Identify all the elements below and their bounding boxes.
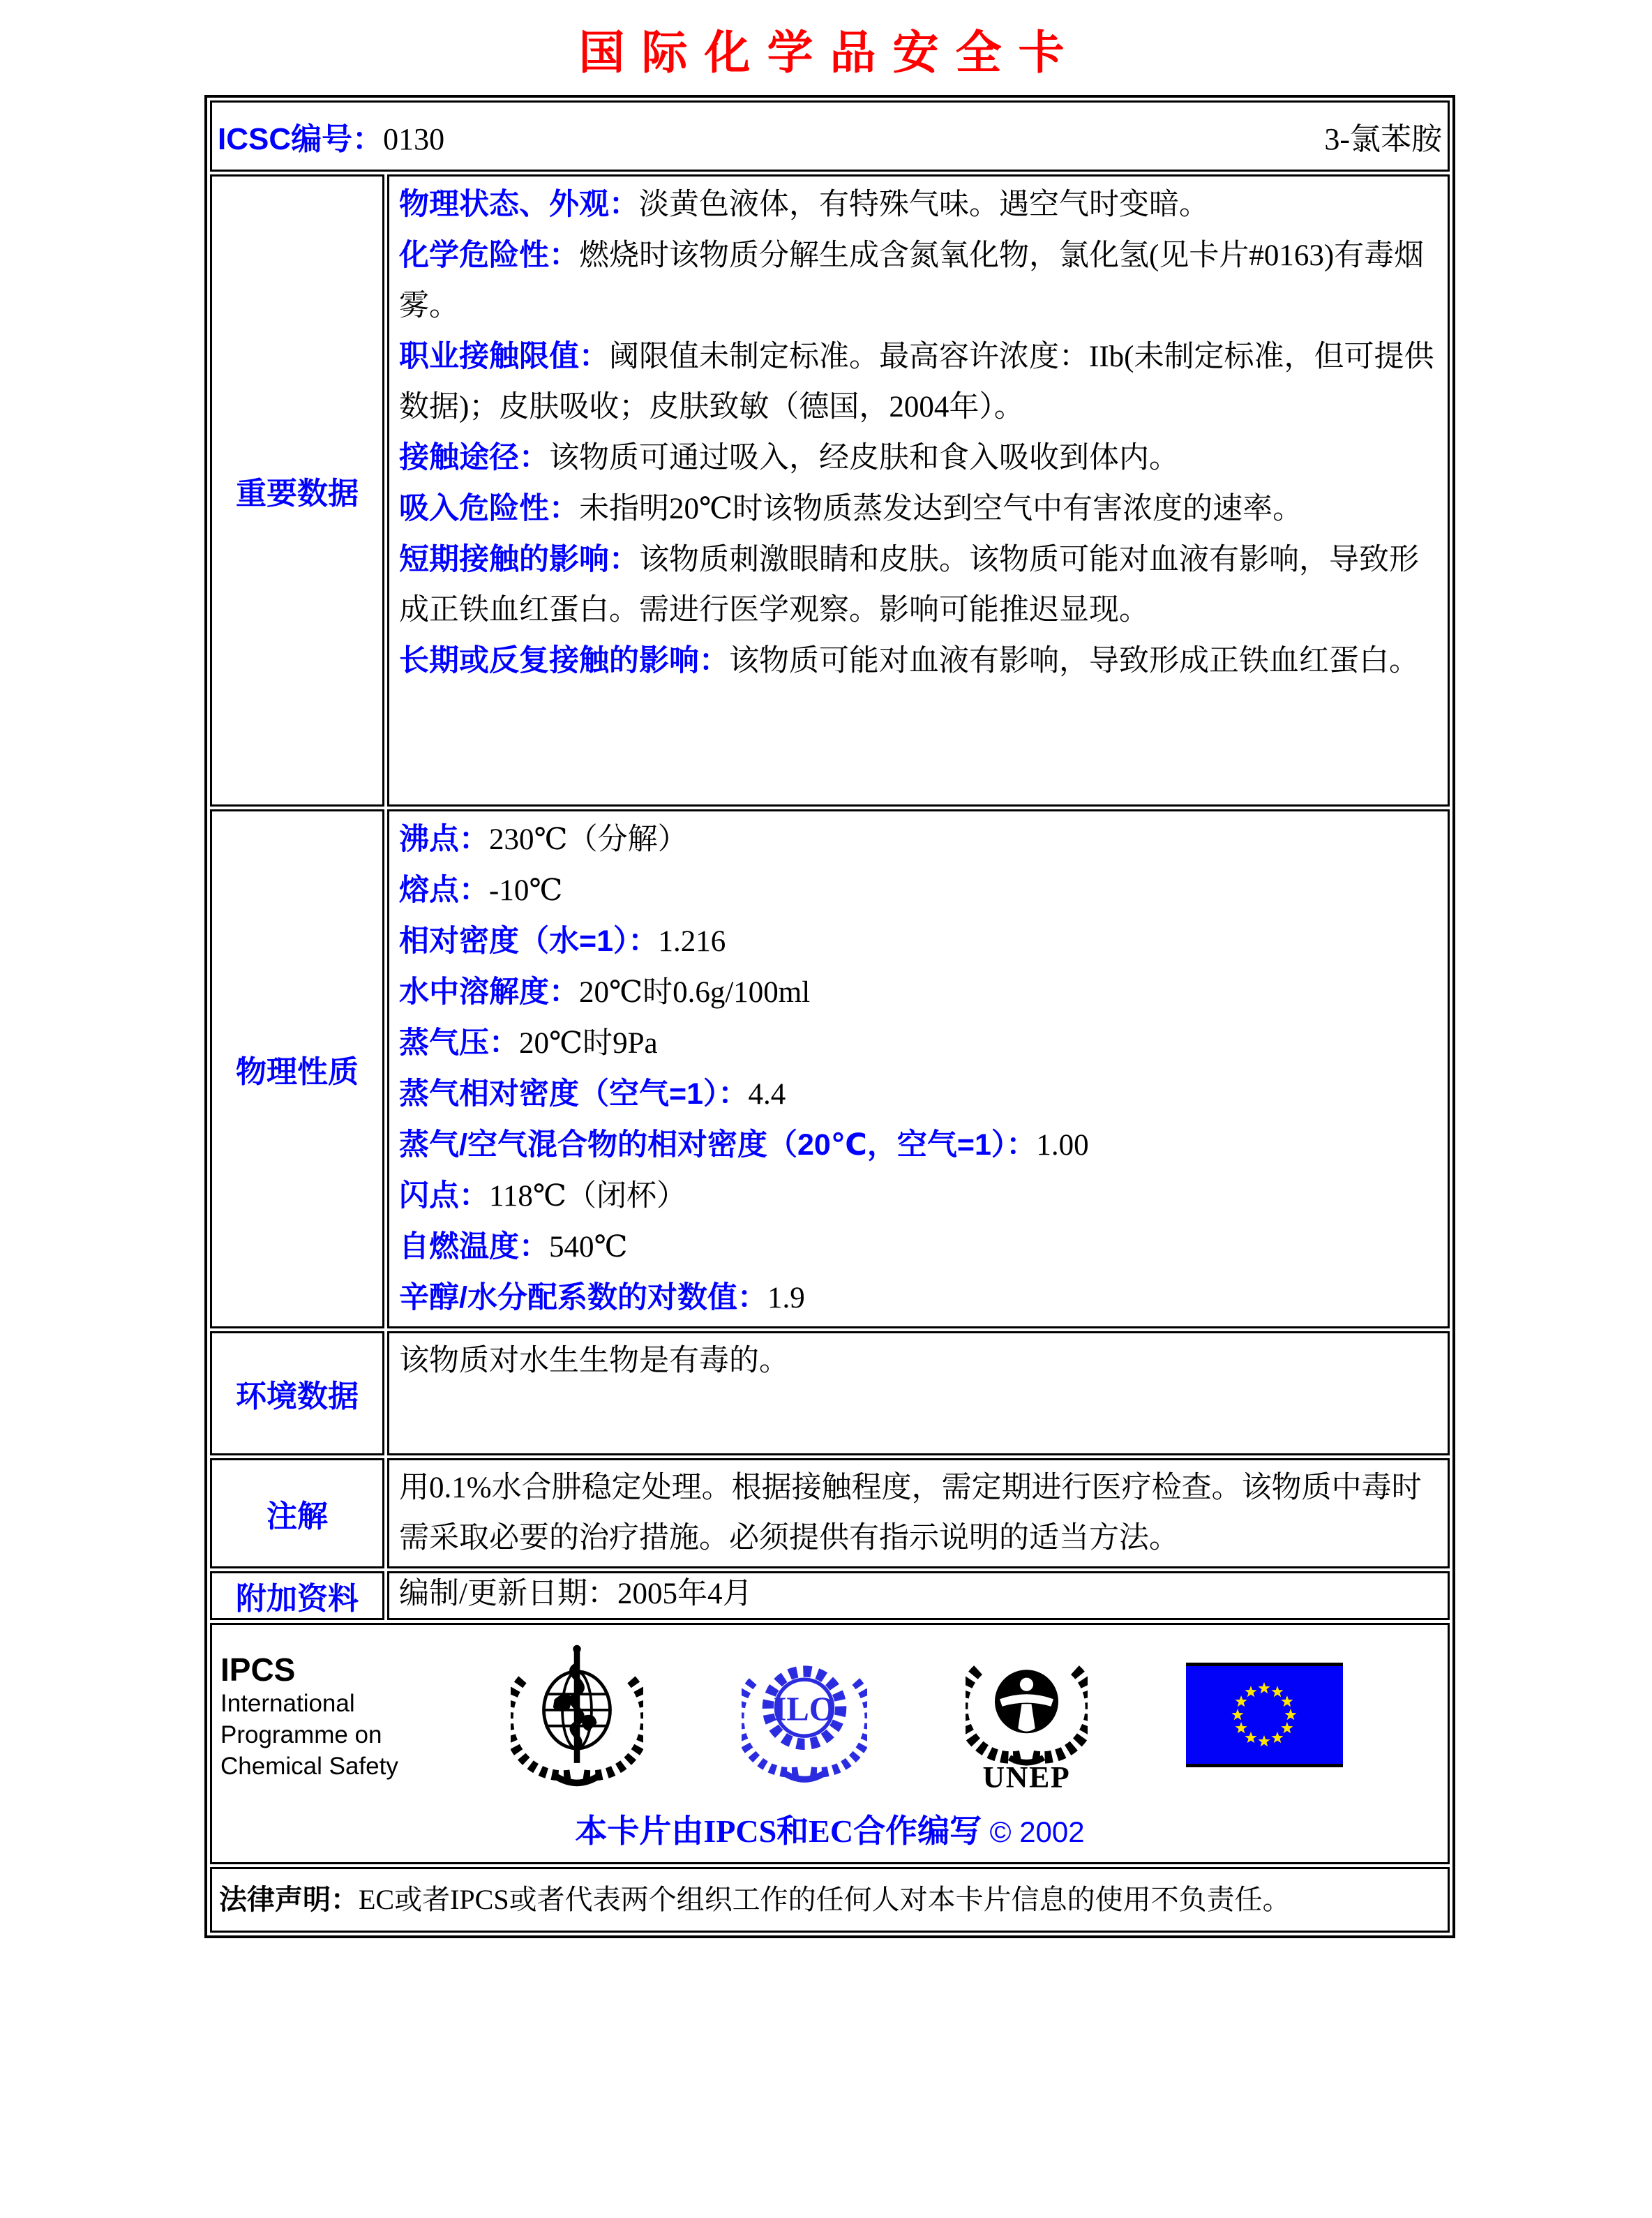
field-value: 1.216 — [658, 925, 726, 958]
field-label: 物理状态、外观： — [399, 188, 639, 221]
field-label: 辛醇/水分配系数的对数值： — [399, 1281, 767, 1314]
field-label: 水中溶解度： — [399, 975, 579, 1009]
field-flash-point — [399, 1171, 1438, 1222]
header-cell — [210, 100, 1450, 172]
field-value: 20℃时9Pa — [519, 1027, 658, 1060]
field-value: 未指明20℃时该物质蒸发达到空气中有害浓度的速率。 — [579, 493, 1303, 525]
field-chemical-danger — [399, 230, 1438, 331]
field-vapor-air-density — [399, 1120, 1438, 1171]
header-row — [210, 100, 1450, 172]
field-boiling-point — [399, 814, 1438, 865]
field-value: 该物质可能对血液有影响，导致形成正铁血红蛋白。 — [729, 645, 1419, 677]
field-value: 4.4 — [748, 1078, 786, 1111]
field-exposure-route — [399, 433, 1438, 484]
additional-info-content — [387, 1571, 1450, 1620]
field-octanol-water — [399, 1273, 1438, 1324]
important-data-row-label: 重要数据 — [210, 174, 384, 807]
icsc-card-table — [204, 95, 1455, 1938]
field-value: 230℃（分解） — [489, 823, 688, 856]
field-label: 自燃温度： — [399, 1230, 549, 1264]
notes-row-label: 注解 — [210, 1458, 384, 1568]
important-data-content — [387, 174, 1450, 807]
additional-info-row — [210, 1571, 1450, 1620]
cooperation-caption — [212, 1806, 1448, 1852]
field-value: 20℃时0.6g/100ml — [579, 976, 811, 1009]
field-relative-density — [399, 916, 1438, 967]
field-label: 化学危险性： — [399, 239, 579, 272]
field-value: -10℃ — [489, 874, 563, 907]
eu-flag-icon — [1186, 1663, 1343, 1771]
copyright-text: © 2002 — [989, 1815, 1085, 1848]
additional-info-text: 编制/更新日期：2005年4月 — [399, 1578, 753, 1610]
field-autoignition-temp — [399, 1222, 1438, 1273]
field-label: 闪点： — [399, 1179, 489, 1213]
field-label: 吸入危险性： — [399, 492, 579, 525]
logos-cell — [210, 1623, 1450, 1864]
caption-text: 本卡片由IPCS和EC合作编写 — [575, 1813, 982, 1849]
field-label: 长期或反复接触的影响： — [399, 644, 729, 677]
page-title: 国际化学品安全卡 — [578, 27, 1081, 78]
field-value: 阈限值未制定标准。最高容许浓度：IIb(未制定标准，但可提供数据)；皮肤吸收；皮肤致敏（德国，2004年）。 — [399, 340, 1434, 424]
legal-text: EC或者IPCS或者代表两个组织工作的任何人对本卡片信息的使用不负责任。 — [359, 1884, 1291, 1915]
field-label: 蒸气相对密度（空气=1）： — [399, 1077, 749, 1111]
icsc-number-label: ICSC编号： — [218, 122, 384, 156]
field-value: 该物质刺激眼睛和皮肤。该物质可能对血液有影响，导致形成正铁血红蛋白。需进行医学观察。影响可能推迟显现。 — [399, 544, 1419, 627]
field-short-term-effects — [399, 534, 1438, 636]
physical-properties-row — [210, 809, 1450, 1328]
icsc-number-value: 0130 — [383, 122, 445, 156]
ipcs-title: IPCS — [220, 1651, 296, 1688]
field-label: 熔点： — [399, 874, 489, 907]
physical-properties-content — [387, 809, 1450, 1328]
who-logo-icon — [511, 1640, 643, 1794]
legal-label: 法律声明： — [219, 1884, 359, 1915]
field-label: 蒸气压： — [399, 1026, 519, 1060]
field-water-solubility — [399, 967, 1438, 1018]
field-value: 1.9 — [767, 1282, 805, 1314]
legal-row — [210, 1867, 1450, 1933]
field-value: 该物质可通过吸入，经皮肤和食入吸收到体内。 — [549, 442, 1179, 474]
field-value: 淡黄色液体，有特殊气味。遇空气时变暗。 — [639, 188, 1209, 221]
legal-cell — [210, 1867, 1450, 1933]
field-value: 燃烧时该物质分解生成含氮氧化物，氯化氢(见卡片#0163)有毒烟雾。 — [399, 239, 1425, 322]
ipcs-line-2: Programme on — [220, 1721, 382, 1748]
field-physical-state — [399, 179, 1438, 230]
unep-logo-icon — [966, 1635, 1088, 1799]
notes-text: 用0.1%水合肼稳定处理。根据接触程度，需定期进行医疗检查。该物质中毒时需采取必要的治疗措施。必须提供有指示说明的适当方法。 — [399, 1471, 1422, 1554]
ipcs-line-3: Chemical Safety — [220, 1753, 398, 1780]
important-data-row — [210, 174, 1450, 807]
environmental-data-row — [210, 1331, 1450, 1455]
field-value: 1.00 — [1036, 1129, 1089, 1162]
ilo-text: ILO — [773, 1690, 836, 1728]
field-melting-point — [399, 865, 1438, 916]
field-label: 职业接触限值： — [399, 340, 609, 373]
field-label: 短期接触的影响： — [399, 543, 639, 576]
icsc-number — [218, 114, 444, 158]
notes-content — [387, 1458, 1450, 1568]
physical-properties-row-label: 物理性质 — [210, 809, 384, 1328]
environmental-data-row-label: 环境数据 — [210, 1331, 384, 1455]
ipcs-block — [220, 1651, 412, 1782]
environmental-data-text: 该物质对水生生物是有毒的。 — [399, 1344, 789, 1377]
field-label: 蒸气/空气混合物的相对密度（20℃，空气=1）： — [399, 1128, 1037, 1162]
field-occupational-limit — [399, 331, 1438, 433]
field-label: 沸点： — [399, 823, 489, 856]
field-vapor-density — [399, 1069, 1438, 1120]
field-vapor-pressure — [399, 1018, 1438, 1069]
chemical-name: 3-氯苯胺 — [1324, 122, 1442, 156]
unep-text: UNEP — [982, 1760, 1071, 1794]
additional-info-row-label: 附加资料 — [210, 1571, 384, 1620]
field-label: 相对密度（水=1）： — [399, 924, 659, 958]
notes-row — [210, 1458, 1450, 1568]
field-value: 540℃ — [549, 1231, 628, 1264]
ilo-logo-icon — [742, 1644, 867, 1790]
environmental-data-content — [387, 1331, 1450, 1455]
logos-row — [210, 1623, 1450, 1864]
ipcs-line-1: International — [220, 1690, 355, 1717]
field-long-term-effects — [399, 636, 1438, 687]
field-inhalation-risk — [399, 484, 1438, 534]
field-label: 接触途径： — [399, 441, 549, 474]
field-value: 118℃（闭杯） — [489, 1180, 687, 1213]
